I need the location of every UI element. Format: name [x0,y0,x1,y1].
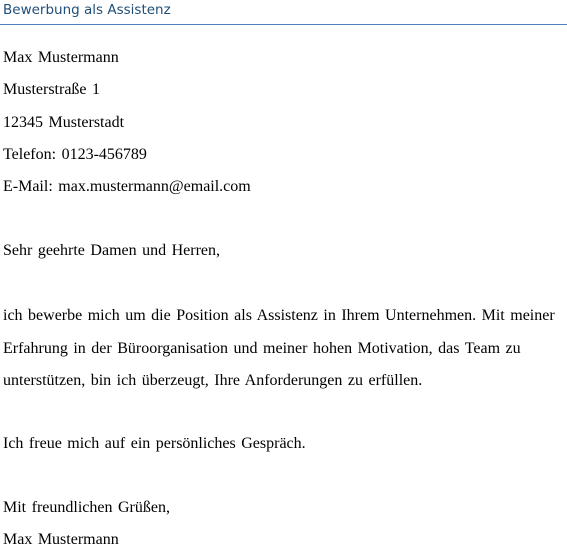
body-line-2: Erfahrung in der Büroorganisation und meiner hohen Motivation, das Team zu [3,340,521,357]
header-title: Bewerbung als Assistenz [3,2,171,18]
salutation: Sehr geehrte Damen und Herren, [3,242,221,259]
sender-phone: Telefon: 0123-456789 [3,146,147,163]
sender-street: Musterstraße 1 [3,81,101,98]
body-line-3: unterstützen, bin ich überzeugt, Ihre Anforderungen zu erfüllen. [3,372,423,389]
sender-city: 12345 Musterstadt [3,114,125,131]
sender-email: E-Mail: max.mustermann@email.com [3,178,251,195]
valediction: Mit freundlichen Grüßen, [3,499,170,516]
closing-sentence: Ich freue mich auf ein persönliches Gespräch. [3,435,306,452]
sender-name: Max Mustermann [3,49,119,66]
signature: Max Mustermann [3,531,119,548]
document-header [0,0,567,25]
body-line-1: ich bewerbe mich um die Position als Assistenz in Ihrem Unternehmen. Mit meiner [3,307,555,324]
